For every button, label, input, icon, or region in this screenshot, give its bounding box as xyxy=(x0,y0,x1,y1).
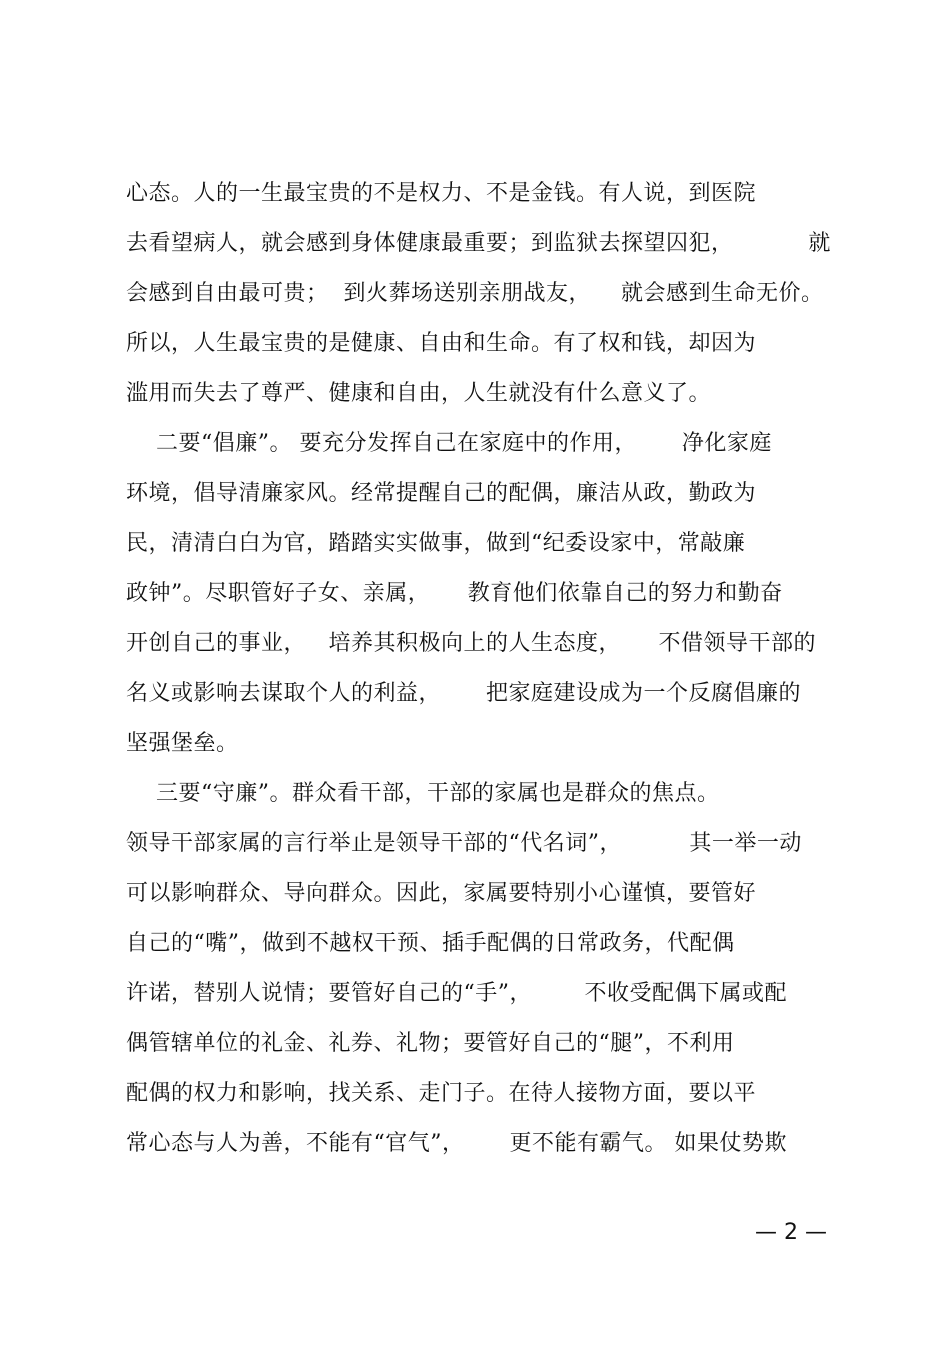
text-line: 三要“守廉”。群众看干部，干部的家属也是群众的焦点。 xyxy=(126,781,720,806)
text-line: 名义或影响去谋取个人的利益， 把家庭建设成为一个反腐倡廉的 xyxy=(126,681,801,706)
page-number: — 2 — xyxy=(755,1220,827,1245)
text-line: 会感到自由最可贵； 到火葬场送别亲朋战友， 就会感到生命无价。 xyxy=(126,281,824,306)
text-line: 常心态与人为善，不能有“官气”， 更不能有霸气。 如果仗势欺 xyxy=(126,1131,787,1156)
text-line: 二要“倡廉”。 要充分发挥自己在家庭中的作用， 净化家庭 xyxy=(126,431,772,456)
text-line: 所以，人生最宝贵的是健康、自由和生命。有了权和钱，却因为 xyxy=(126,331,757,356)
text-line: 环境，倡导清廉家风。经常提醒自己的配偶，廉洁从政，勤政为 xyxy=(126,481,757,506)
text-line: 开创自己的事业， 培养其积极向上的人生态度， 不借领导干部的 xyxy=(126,631,816,656)
text-line: 政钟”。尽职管好子女、亲属， 教育他们依靠自己的努力和勤奋 xyxy=(126,581,783,606)
text-line: 坚强堡垒。 xyxy=(126,731,239,756)
text-line: 偶管辖单位的礼金、礼券、礼物；要管好自己的“腿”，不利用 xyxy=(126,1031,735,1056)
text-line: 滥用而失去了尊严、健康和自由，人生就没有什么意义了。 xyxy=(126,381,712,406)
text-line: 可以影响群众、导向群众。因此，家属要特别小心谨慎，要管好 xyxy=(126,881,757,906)
text-line: 心态。人的一生最宝贵的不是权力、不是金钱。有人说，到医院 xyxy=(126,181,757,206)
text-line: 领导干部家属的言行举止是领导干部的“代名词”， 其一举一动 xyxy=(126,831,802,856)
text-line: 去看望病人，就会感到身体健康最重要；到监狱去探望囚犯， 就 xyxy=(126,231,831,256)
text-line: 自己的“嘴”，做到不越权干预、插手配偶的日常政务，代配偶 xyxy=(126,931,735,956)
text-line: 民，清清白白为官，踏踏实实做事，做到“纪委设家中，常敲廉 xyxy=(126,531,746,556)
text-line: 许诺，替别人说情；要管好自己的“手”， 不收受配偶下属或配 xyxy=(126,981,787,1006)
text-line: 配偶的权力和影响，找关系、走门子。在待人接物方面，要以平 xyxy=(126,1081,757,1106)
